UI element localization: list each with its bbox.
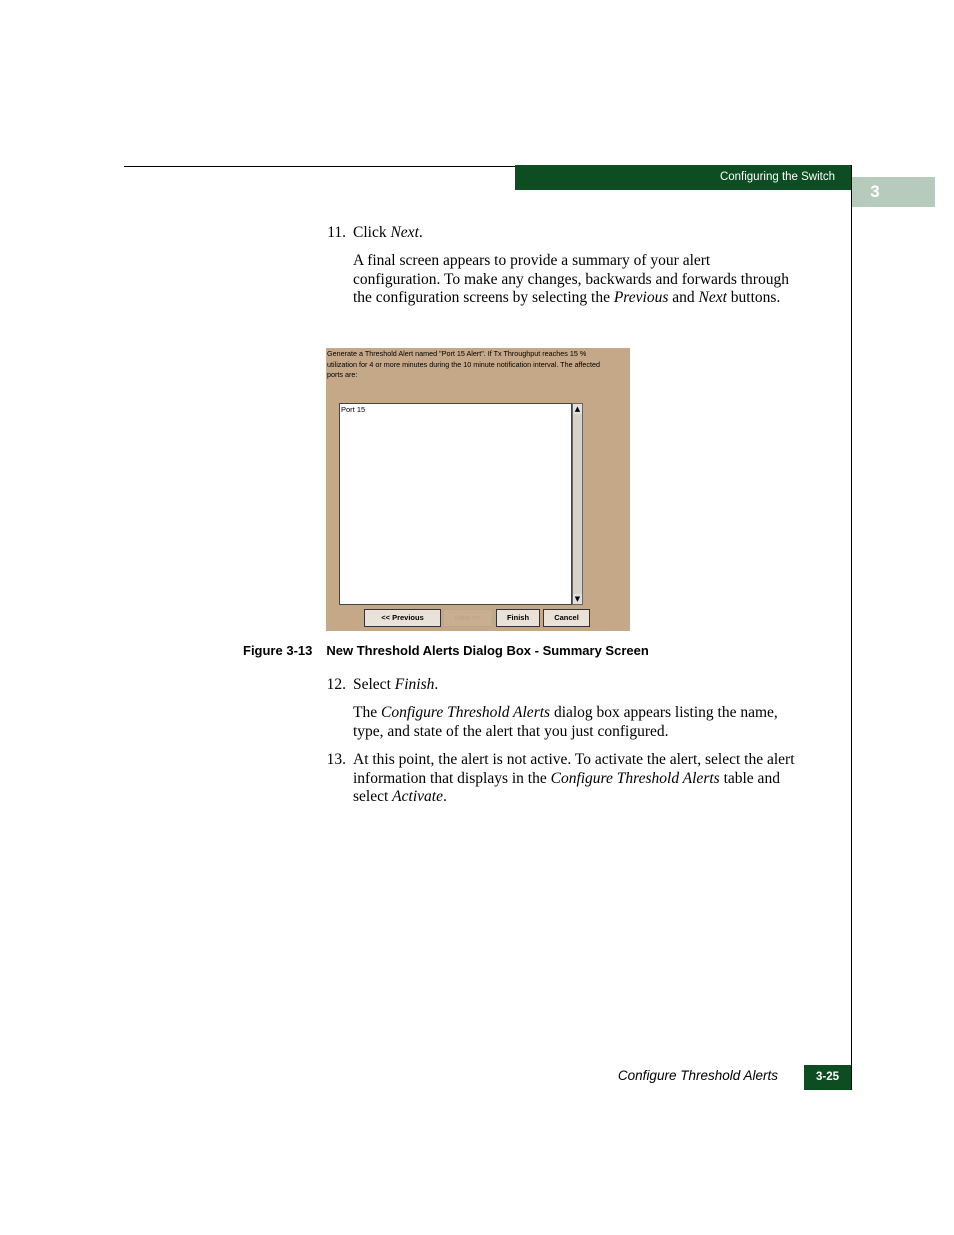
step-number: 13. — [326, 751, 346, 768]
section-title: Configuring the Switch — [719, 171, 835, 183]
list-item[interactable]: Port 15 — [341, 405, 366, 414]
cancel-button[interactable]: Cancel — [543, 609, 590, 627]
ports-list[interactable] — [339, 403, 572, 605]
header-rule — [124, 166, 516, 167]
footer-section: Configure Threshold Alerts — [617, 1068, 778, 1083]
step-text: Click Next. — [353, 224, 423, 241]
arrow-down-icon[interactable]: ▼ — [574, 595, 581, 603]
scrollbar[interactable] — [572, 403, 583, 605]
paragraph-configure: The Configure Threshold Alerts dialog box appears listing the name, type, and state of the alert that you just configured. — [353, 704, 778, 740]
figure-number: Figure 3-13 — [243, 643, 313, 658]
right-margin-rule — [851, 165, 852, 1090]
paragraph-summary: A final screen appears to provide a summary of your alert configuration. To make any changes, backwards and forwards through the configuration screens by selecting the Previous and Next buttons. — [353, 252, 789, 306]
figure-title: New Threshold Alerts Dialog Box - Summary Screen — [326, 643, 649, 658]
arrow-up-icon[interactable]: ▲ — [574, 405, 581, 413]
chapter-number: 3 — [870, 182, 880, 201]
dialog-summary-text: Generate a Threshold Alert named "Port 15 Alert". If Tx Throughput reaches 15 % utilization for 4 or more minutes during the 10 minute notification interval. The affected ports are: — [327, 349, 601, 379]
previous-button[interactable]: << Previous — [364, 609, 441, 627]
figure-caption — [243, 643, 649, 658]
step-text: Select Finish. — [353, 676, 439, 693]
step-number: 11. — [327, 224, 346, 241]
step-text: At this point, the alert is not active. To activate the alert, select the alert information that displays in the Configure Threshold Alerts table and select Activate. — [353, 751, 795, 805]
next-button[interactable]: Next >> — [443, 609, 493, 627]
finish-button[interactable]: Finish — [496, 609, 540, 627]
step-number: 12. — [326, 676, 346, 693]
page-number: 3-25 — [804, 1065, 851, 1090]
